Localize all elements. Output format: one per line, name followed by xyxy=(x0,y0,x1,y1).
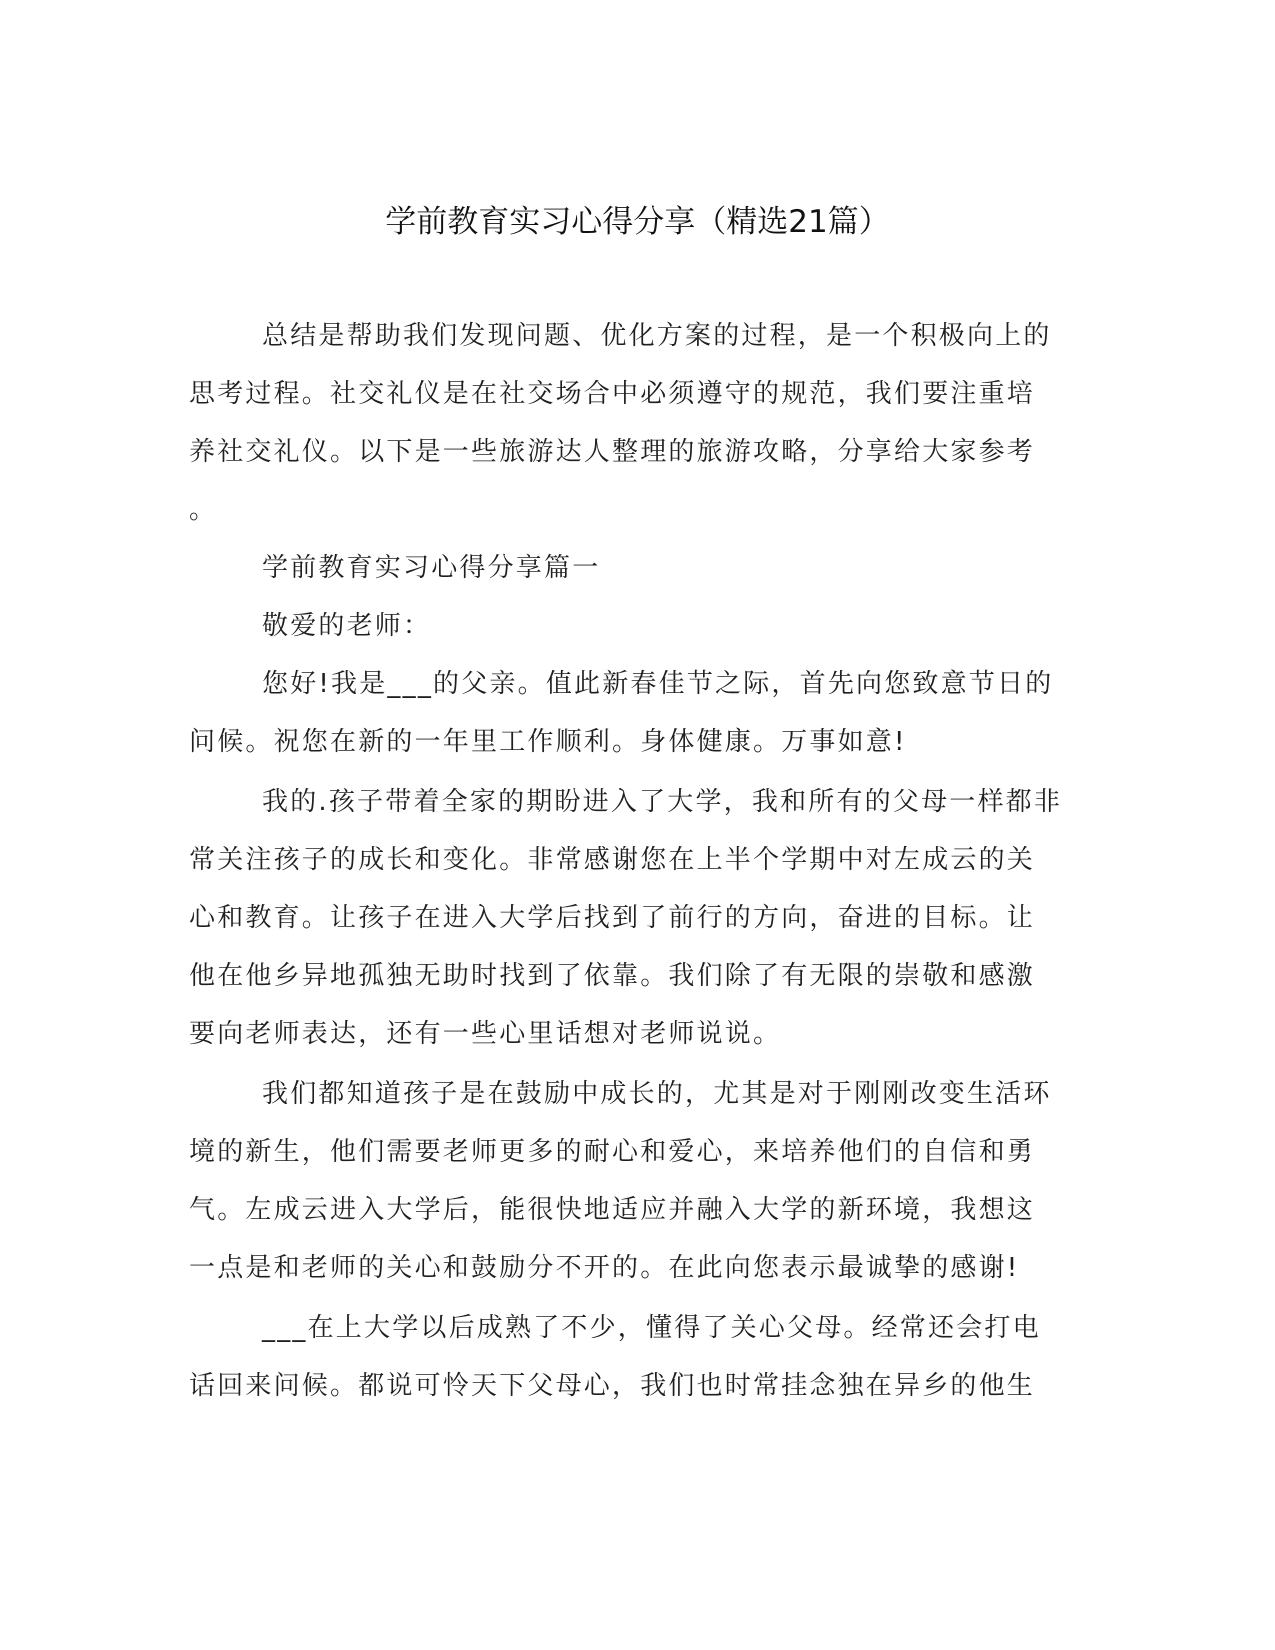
paragraph-line: 我的.孩子带着全家的期盼进入了大学，我和所有的父母一样都非 xyxy=(262,787,1063,817)
paragraph-line: 我们都知道孩子是在鼓励中成长的，尤其是对于刚刚改变生活环 xyxy=(262,1079,1052,1109)
document-title: 学前教育实习心得分享（精选21篇） xyxy=(385,204,890,240)
paragraph-line: 话回来问候。都说可怜天下父母心，我们也时常挂念独在异乡的他生 xyxy=(189,1371,1036,1401)
paragraph-line: 境的新生，他们需要老师更多的耐心和爱心，来培养他们的自信和勇 xyxy=(189,1137,1036,1167)
paragraph-line: ___在上大学以后成熟了不少，懂得了关心父母。经常还会打电 xyxy=(262,1313,1041,1343)
paragraph-line: 他在他乡异地孤独无助时找到了依靠。我们除了有无限的崇敬和感激 xyxy=(189,961,1036,991)
paragraph-line: 总结是帮助我们发现问题、优化方案的过程，是一个积极向上的 xyxy=(262,321,1052,351)
paragraph-line: 一点是和老师的关心和鼓励分不开的。在此向您表示最诚挚的感谢! xyxy=(189,1253,1020,1283)
paragraph-line: 问候。祝您在新的一年里工作顺利。身体健康。万事如意! xyxy=(189,727,907,757)
paragraph-line: 。 xyxy=(189,495,218,525)
paragraph-line: 养社交礼仪。以下是一些旅游达人整理的旅游攻略，分享给大家参考 xyxy=(189,437,1036,467)
paragraph-line: 气。左成云进入大学后，能很快地适应并融入大学的新环境，我想这 xyxy=(189,1195,1036,1225)
paragraph-line: 要向老师表达，还有一些心里话想对老师说说。 xyxy=(189,1019,782,1049)
paragraph-line: 心和教育。让孩子在进入大学后找到了前行的方向，奋进的目标。让 xyxy=(189,903,1036,933)
salutation: 敬爱的老师： xyxy=(262,611,432,641)
paragraph-line: 常关注孩子的成长和变化。非常感谢您在上半个学期中对左成云的关 xyxy=(189,845,1036,875)
section-heading: 学前教育实习心得分享篇一 xyxy=(262,553,601,583)
paragraph-line: 您好!我是___的父亲。值此新春佳节之际，首先向您致意节日的 xyxy=(262,669,1054,699)
paragraph-line: 思考过程。社交礼仪是在社交场合中必须遵守的规范，我们要注重培 xyxy=(189,379,1036,409)
